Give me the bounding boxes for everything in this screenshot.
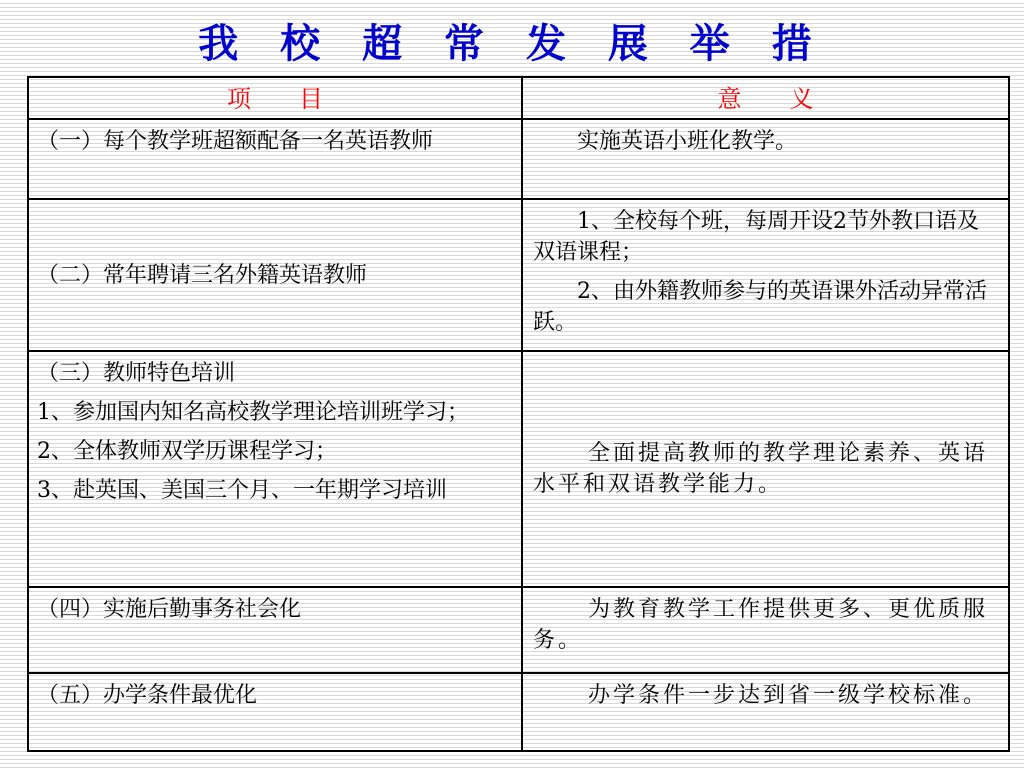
row-1-meaning-text: 实施英语小班化教学。 (577, 129, 798, 154)
header-item: 项 目 (28, 77, 522, 119)
row-3-item-line-1: 1、参加国内知名高校教学理论培训班学习； (37, 400, 469, 425)
row-4-meaning (522, 587, 1009, 673)
row-3-item (28, 351, 522, 587)
row-5-item (28, 673, 522, 751)
row-2-meaning (522, 199, 1009, 351)
table-row (28, 673, 1009, 751)
row-5-item-text: （五）办学条件最优化 (37, 683, 258, 708)
row-4-item (28, 587, 522, 673)
row-2-item-text: （二）常年聘请三名外籍英语教师 (37, 262, 368, 288)
row-3-meaning (522, 351, 1009, 587)
row-1-item-text: （一）每个教学班超额配备一名英语教师 (37, 129, 434, 154)
row-3-meaning-text: 全面提高教师的教学理论素养、英语水平和双语教学能力。 (533, 441, 989, 497)
table-row (28, 587, 1009, 673)
row-2-item (28, 199, 522, 351)
row-4-meaning-text: 为教育教学工作提供更多、更优质服务。 (533, 597, 989, 653)
row-1-item (28, 119, 522, 199)
row-3-item-line-2: 2、全体教师双学历课程学习； (37, 439, 337, 464)
table-row (28, 351, 1009, 587)
row-1-meaning (522, 119, 1009, 199)
row-2-meaning-line-1: 1、全校每个班，每周开设2节外教口语及双语课程； (533, 209, 979, 265)
table-row (28, 199, 1009, 351)
header-meaning: 意 义 (522, 77, 1009, 119)
row-5-meaning-text: 办学条件一步达到省一级学校标准。 (588, 683, 989, 708)
page-title: 我 校 超 常 发 展 举 措 (198, 21, 826, 67)
row-3-item-line-3: 3、赴英国、美国三个月、一年期学习培训 (37, 478, 447, 503)
row-5-meaning (522, 673, 1009, 751)
row-4-item-text: （四）实施后勤事务社会化 (37, 597, 302, 622)
table-header-row (28, 77, 1009, 119)
table-row (28, 119, 1009, 199)
row-2-meaning-line-2: 2、由外籍教师参与的英语课外活动异常活跃。 (533, 279, 987, 335)
measures-table (27, 76, 1010, 752)
row-3-item-heading: （三）教师特色培训 (37, 361, 236, 386)
